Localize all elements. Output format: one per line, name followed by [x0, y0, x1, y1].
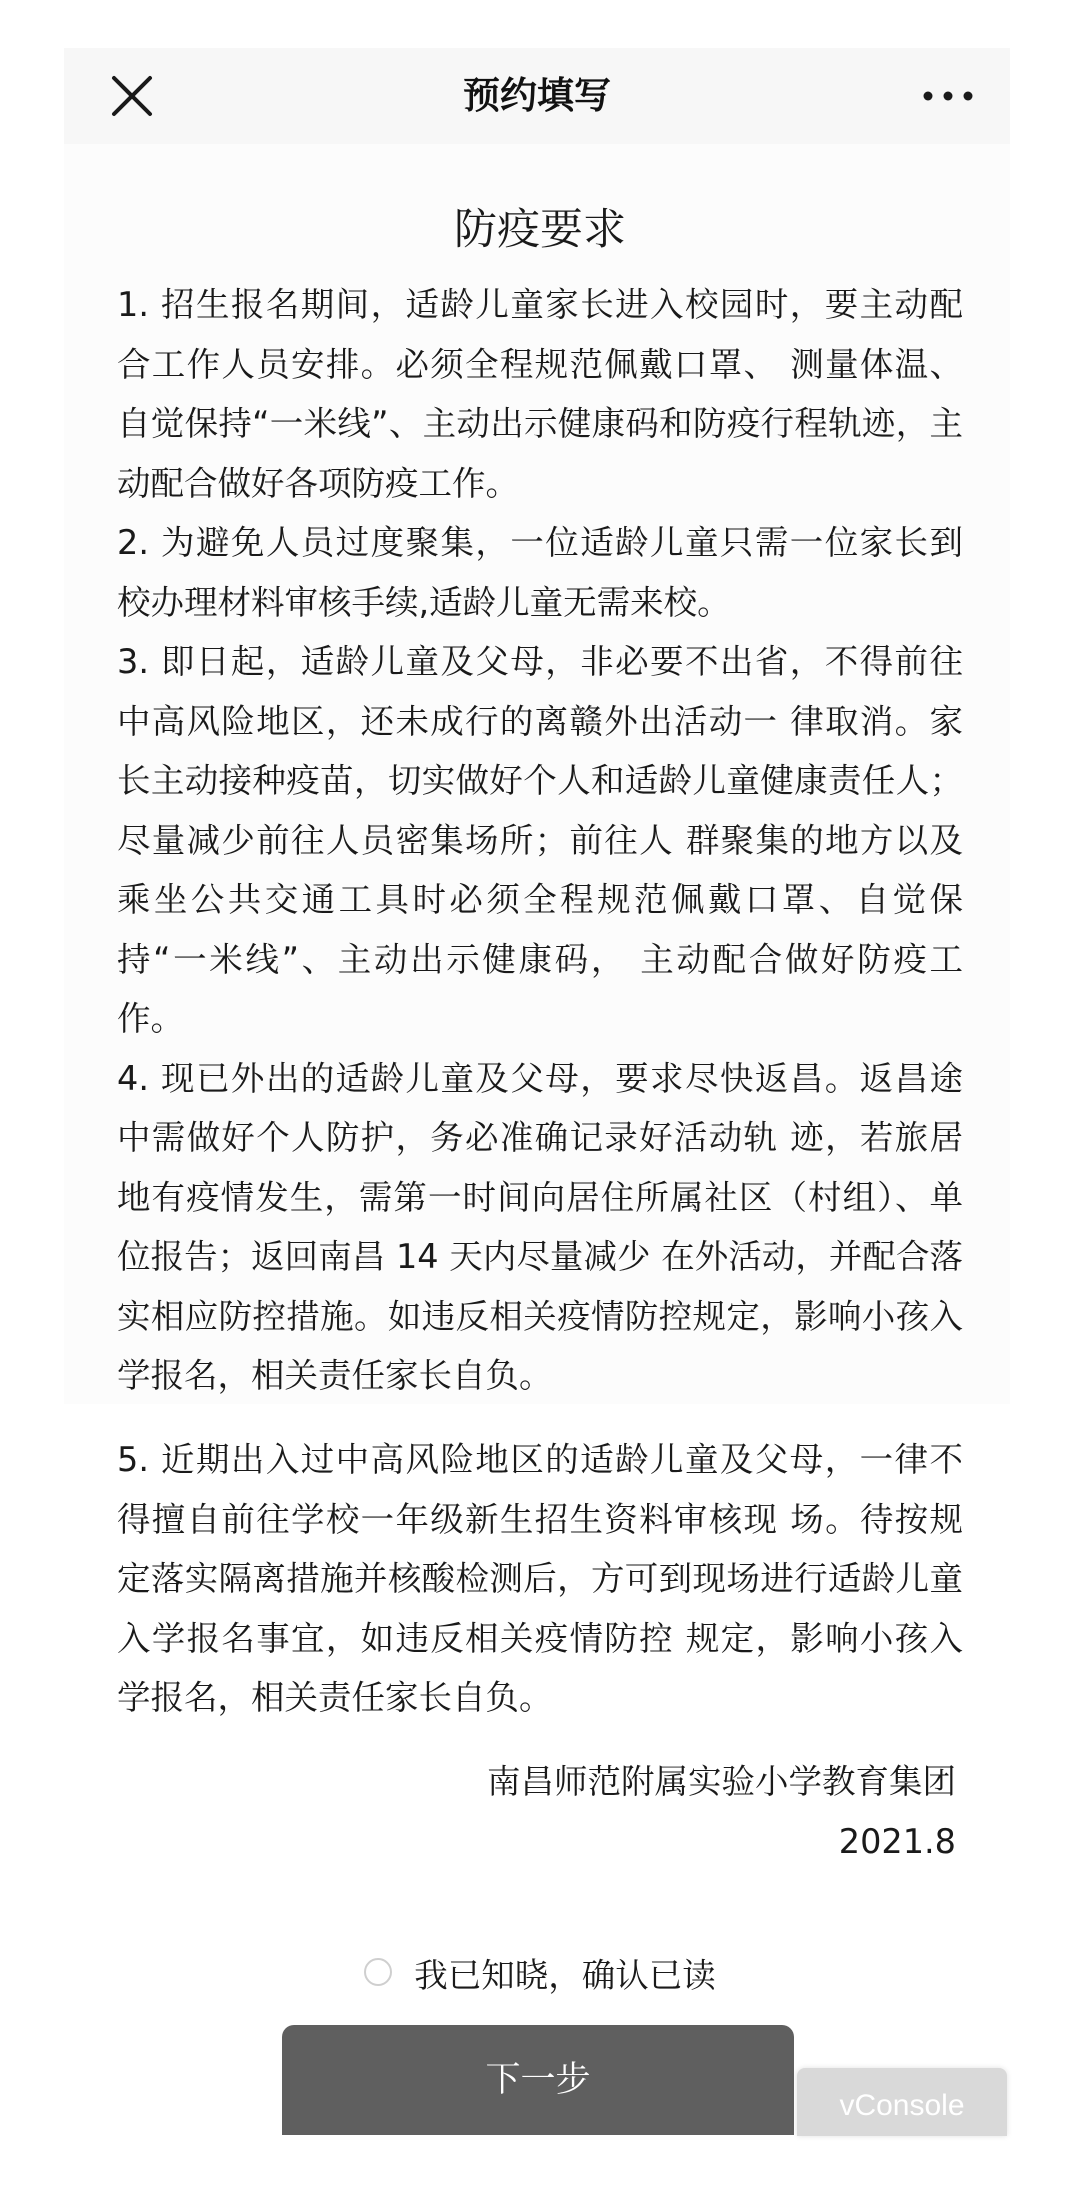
confirm-read-label: 我已知晓，确认已读 — [414, 1955, 716, 1995]
signature-date: 2021.8 — [838, 1821, 956, 1861]
requirement-paragraph-1: 1. 招生报名期间，适龄儿童家长进入校园时，要主动配合工作人员安排。必须全程规范佩戴口罩、 测量体温、自觉保持“一米线”、主动出示健康码和防疫行程轨迹，主动配合做好各项防疫工作。 — [117, 285, 963, 503]
next-step-button[interactable]: 下一步 — [282, 2025, 794, 2135]
close-button[interactable] — [104, 68, 160, 124]
requirement-paragraph-3: 3. 即日起，适龄儿童及父母，非必要不出省，不得前往中高风险地区，还未成行的离赣外出活动一 律取消。家长主动接种疫苗，切实做好个人和适龄儿童健康责任人；尽量减少前往人员密集场所；前往人 群聚集的地方以及乘坐公共交通工具时必须全程规范佩戴口罩、自觉保持“一米线”、主动出示健康码， 主动配合做好防疫工作。 — [117, 642, 963, 1038]
more-icon — [920, 70, 976, 122]
nav-bar — [64, 48, 1010, 144]
requirement-paragraph-4: 4. 现已外出的适龄儿童及父母，要求尽快返昌。返昌途中需做好个人防护，务必准确记录好活动轨 迹，若旅居地有疫情发生，需第一时间向居住所属社区（村组）、单位报告；返回南昌 14 天内尽量减少 在外活动，并配合落实相应防控措施。如违反相关疫情防控规定，影响小孩入学报名，相关责任家长自负。 — [117, 1058, 963, 1395]
confirm-read-checkbox[interactable] — [0, 1942, 1080, 2002]
document-title: 防疫要求 — [454, 205, 626, 255]
requirement-paragraph-5: 5. 近期出入过中高风险地区的适龄儿童及父母，一律不得擅自前往学校一年级新生招生资料审核现 场。待按规定落实隔离措施并核酸检测后，方可到现场进行适龄儿童入学报名事宜，如违反相关疫情防控 规定，影响小孩入学报名，相关责任家长自负。 — [117, 1440, 963, 1717]
close-icon — [104, 68, 160, 124]
signature-organization: 南昌师范附属实验小学教育集团 — [487, 1762, 956, 1801]
signature — [487, 1752, 956, 1871]
requirement-paragraph-2: 2. 为避免人员过度聚集，一位适龄儿童只需一位家长到校办理材料审核手续,适龄儿童无需来校。 — [117, 523, 963, 622]
requirements-list — [117, 275, 963, 1406]
vconsole-button[interactable]: vConsole — [797, 2068, 1007, 2136]
more-button[interactable] — [920, 70, 976, 122]
radio-circle-icon[interactable] — [364, 1958, 392, 1986]
page-title: 预约填写 — [463, 74, 611, 117]
